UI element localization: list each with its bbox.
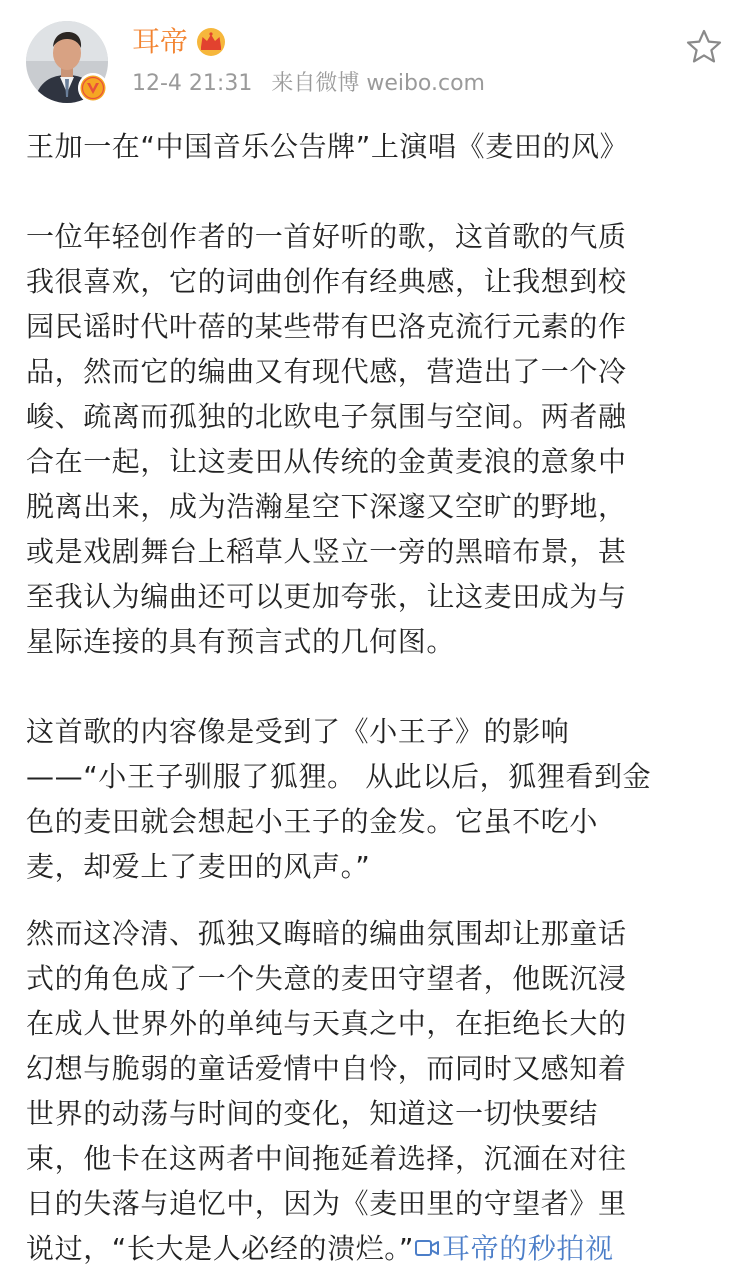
verified-badge-icon bbox=[78, 73, 108, 103]
para3-line: 在成人世界外的单纯与天真之中，在拒绝长大的 bbox=[26, 1007, 627, 1040]
crown-icon bbox=[194, 27, 228, 57]
para3-line: 世界的动荡与时间的变化，知道这一切快要结 bbox=[26, 1097, 599, 1130]
post-body bbox=[26, 120, 726, 1271]
post-header bbox=[0, 0, 748, 120]
star-icon[interactable] bbox=[684, 27, 724, 67]
post-time: 12-4 21:31 bbox=[132, 71, 253, 96]
para3-last-text: 说过，“长大是人必经的溃烂。” bbox=[26, 1232, 415, 1265]
para2-line: 这首歌的内容像是受到了《小王子》的影响 bbox=[26, 715, 570, 748]
para1-line: 脱离出来，成为浩瀚星空下深邃又空旷的野地， bbox=[26, 490, 627, 523]
video-link-label[interactable]: 耳帝的秒拍视 bbox=[442, 1232, 614, 1265]
para1-line: 星际连接的具有预言式的几何图。 bbox=[26, 625, 456, 658]
para3-line: 式的角色成了一个失意的麦田守望者，他既沉浸 bbox=[26, 962, 627, 995]
username-row bbox=[132, 22, 228, 62]
para1-line: 或是戏剧舞台上稻草人竖立一旁的黑暗布景，甚 bbox=[26, 535, 627, 568]
para1-line: 一位年轻创作者的一首好听的歌，这首歌的气质 bbox=[26, 220, 627, 253]
para1-line: 峻、疏离而孤独的北欧电子氛围与空间。两者融 bbox=[26, 400, 627, 433]
post-title: 王加一在“中国音乐公告牌”上演唱《麦田的风》 bbox=[26, 130, 629, 163]
para1-line: 合在一起，让这麦田从传统的金黄麦浪的意象中 bbox=[26, 445, 627, 478]
para2-line: 色的麦田就会想起小王子的金发。它虽不吃小 bbox=[26, 805, 599, 838]
para1-line: 品，然而它的编曲又有现代感，营造出了一个冷 bbox=[26, 355, 627, 388]
para3-last-line bbox=[26, 1226, 726, 1271]
post-meta bbox=[132, 68, 497, 100]
para3-line: 幻想与脆弱的童话爱情中自怜，而同时又感知着 bbox=[26, 1052, 627, 1085]
para3-line: 束，他卡在这两者中间拖延着选择，沉湎在对往 bbox=[26, 1142, 627, 1175]
video-icon bbox=[414, 1238, 440, 1260]
para1-line: 园民谣时代叶蓓的某些带有巴洛克流行元素的作 bbox=[26, 310, 627, 343]
para2-line: ——“小王子驯服了狐狸。 从此以后，狐狸看到金 bbox=[26, 760, 652, 793]
video-link[interactable] bbox=[414, 1232, 614, 1265]
para1-line: 至我认为编曲还可以更加夸张，让这麦田成为与 bbox=[26, 580, 627, 613]
post-source[interactable]: 来自微博 weibo.com bbox=[271, 71, 485, 96]
username[interactable]: 耳帝 bbox=[132, 25, 189, 58]
para3-line: 日的失落与追忆中，因为《麦田里的守望者》里 bbox=[26, 1187, 627, 1220]
para1-line: 我很喜欢，它的词曲创作有经典感，让我想到校 bbox=[26, 265, 627, 298]
para3-line: 然而这冷清、孤独又晦暗的编曲氛围却让那童话 bbox=[26, 917, 627, 950]
para2-line: 麦，却爱上了麦田的风声。” bbox=[26, 850, 371, 883]
